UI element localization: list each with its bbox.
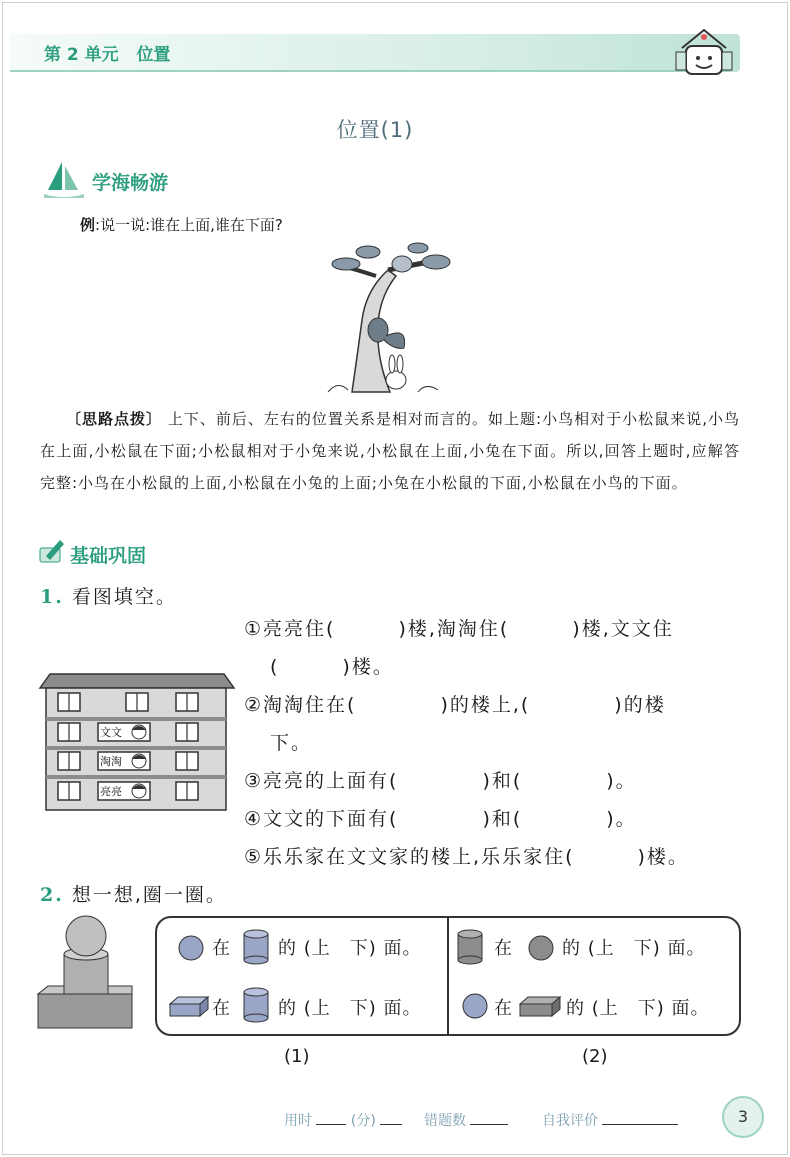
cylinder-icon [240, 986, 272, 1024]
footer-time-unit: (分) [350, 1113, 376, 1129]
building-label-taotao: 淘淘 [100, 755, 122, 768]
q1-title: 看图填空。 [71, 586, 177, 608]
building-label-liangliang: 亮亮 [100, 785, 122, 798]
header-divider [10, 70, 730, 72]
rabbit [386, 371, 406, 389]
tree-illustration [318, 240, 458, 396]
cylinder-icon [454, 928, 486, 966]
q1-line-1: ①亮亮住( )楼,淘淘住( )楼,文文住 [244, 618, 674, 640]
unit-topic: 位置 [136, 45, 171, 65]
example-prompt [80, 214, 283, 235]
hint-paragraph [40, 403, 740, 499]
footer-time-label: 用时 [284, 1113, 312, 1129]
section-title-jichu: 基础巩固 [70, 545, 147, 567]
row2-left-at: 在 [212, 998, 231, 1019]
footer-time [284, 1110, 402, 1130]
q2-title: 想一想,圈一圈。 [71, 884, 227, 906]
stacked-shapes-illustration [36, 914, 136, 1034]
cylinder-icon [240, 928, 272, 966]
footer-wrong-count [424, 1110, 508, 1130]
example-text: :说一说:谁在上面,谁在下面? [95, 216, 283, 234]
cuboid-icon [168, 994, 210, 1020]
building-label-wenwen: 文文 [100, 726, 122, 739]
sphere-icon [176, 934, 206, 962]
row1-right-at: 在 [494, 938, 513, 959]
row2-right-at: 在 [494, 998, 513, 1019]
q1-line-2: ( )楼。 [270, 656, 394, 678]
footer-wrong-label: 错题数 [424, 1113, 466, 1129]
q1-number: 1. [40, 586, 64, 608]
footer-self-eval-label: 自我评价 [542, 1113, 598, 1129]
q2-number: 2. [40, 884, 64, 906]
mascot-icon [674, 26, 734, 78]
sphere-icon [526, 934, 556, 962]
section-title-xuehai: 学海畅游 [92, 172, 169, 194]
row1-left-choice[interactable]: 的 (上 下) 面。 [278, 938, 422, 959]
apartment-building-illustration [38, 672, 236, 812]
footer-self-eval [542, 1110, 678, 1130]
q1-line-5: ③亮亮的上面有( )和( )。 [244, 770, 637, 792]
row2-right-choice[interactable]: 的 (上 下) 面。 [566, 998, 710, 1019]
q1-heading [40, 582, 177, 609]
unit-header [44, 40, 170, 65]
page-number: 3 [722, 1096, 764, 1138]
caption-2: (2) [582, 1046, 608, 1067]
example-label: 例 [80, 216, 96, 234]
sphere-icon [460, 992, 490, 1020]
unit-label: 第 2 单元 [44, 45, 119, 65]
q2-box-divider [447, 918, 449, 1034]
q1-line-7: ⑤乐乐家在文文家的楼上,乐乐家住( )楼。 [244, 846, 689, 868]
caption-1: (1) [284, 1046, 310, 1067]
q1-line-4: 下。 [270, 732, 313, 754]
q1-line-6: ④文文的下面有( )和( )。 [244, 808, 637, 830]
row2-left-choice[interactable]: 的 (上 下) 面。 [278, 998, 422, 1019]
q2-heading [40, 880, 227, 907]
q1-line-3: ②淘淘住在( )的楼上,( )的楼 [244, 694, 666, 716]
hint-text: 上下、前后、左右的位置关系是相对而言的。如上题:小鸟相对于小松鼠来说,小鸟在上面,小松鼠在下面;小松鼠相对于小兔来说,小松鼠在上面,小兔在下面。所以,回答上题时,应解答完整:小鸟在小松鼠的上面,小松鼠在小兔的上面;小兔在小松鼠的下面,小松鼠在小鸟的下面。 [40, 410, 740, 492]
cuboid-icon [518, 994, 562, 1020]
row1-right-choice[interactable]: 的 (上 下) 面。 [562, 938, 706, 959]
bird [392, 256, 412, 272]
lesson-title: 位置(1) [336, 118, 414, 142]
pencil-note-icon [36, 538, 66, 566]
hint-label: 〔思路点拨〕 [66, 410, 163, 428]
sailboat-icon [42, 158, 86, 200]
row1-left-at: 在 [212, 938, 231, 959]
